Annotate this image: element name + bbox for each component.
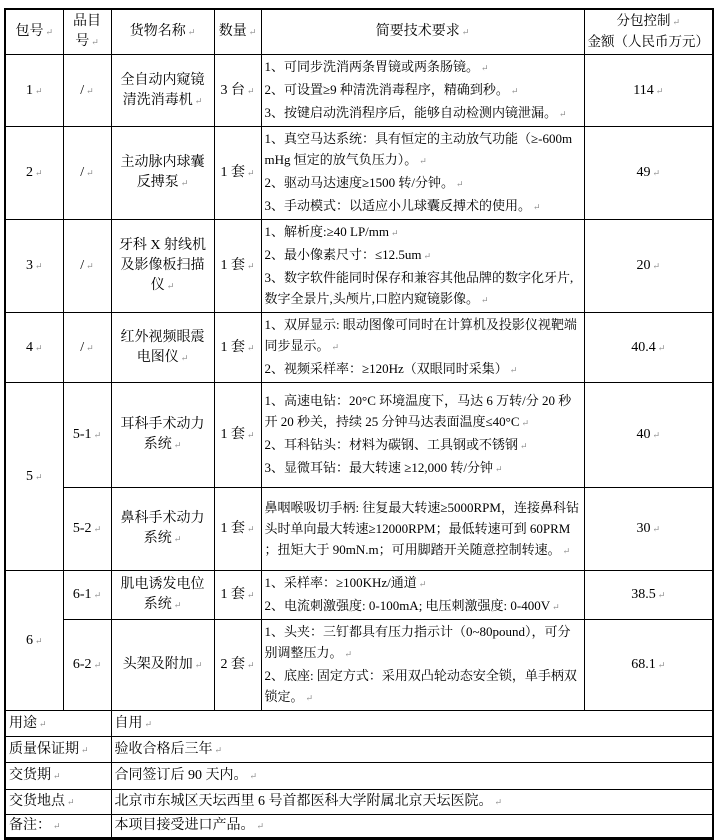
requirement-line: 2、底座: 固定方式：采用双凸轮动态安全锁，单手柄双锁定。 ↵: [265, 665, 581, 709]
requirements-cell: [261, 383, 584, 488]
item-no-cell: [63, 313, 111, 383]
quantity: 2 套 ↵: [220, 657, 254, 672]
footer-label: [5, 815, 111, 839]
header-quantity-label: 数量 ↵: [219, 24, 257, 39]
header-row: [5, 9, 713, 55]
requirement-line: 2、可设置≥9 种清洗消毒程序，精确到秒。 ↵: [265, 79, 581, 102]
package-no: 5 ↵: [26, 469, 43, 484]
header-tech-requirements: [261, 9, 584, 55]
goods-name-cell: [111, 488, 214, 571]
quantity: 3 台 ↵: [220, 83, 254, 98]
footer-label: [5, 737, 111, 763]
footer-value: [111, 737, 713, 763]
requirement-line: 2、驱动马达速度≥1500 转/分钟。 ↵: [265, 172, 581, 195]
quantity: 1 套 ↵: [220, 427, 254, 442]
goods-name: 全自动内窥镜清洗消毒机 ↵: [121, 73, 205, 108]
item-no-cell: [63, 127, 111, 220]
item-no: / ↵: [80, 340, 93, 355]
amount-cell: [584, 220, 713, 313]
table-row: [5, 620, 713, 711]
requirement-line: 1、头夹：三钉都具有压力指示计（0~80pound），可分别调整压力。 ↵: [265, 621, 581, 665]
footer-label-text: 用途 ↵: [9, 716, 47, 731]
item-no: / ↵: [80, 165, 93, 180]
table-row: [5, 488, 713, 571]
header-amount-line1: 分包控制 ↵: [588, 11, 710, 32]
header-amount-line2: 金额（人民币万元） ↵: [588, 32, 710, 53]
package-no-cell: [5, 383, 63, 571]
amount: 68.1 ↵: [631, 657, 665, 672]
goods-name: 头架及附加 ↵: [123, 657, 203, 672]
requirement-line: 2、电流刺激强度: 0-100mA; 电压刺激强度: 0-400V ↵: [265, 595, 581, 618]
quantity-cell: [214, 127, 261, 220]
goods-name-cell: [111, 571, 214, 620]
table-row: [5, 127, 713, 220]
requirement-line: 1、双屏显示: 眼动图像可同时在计算机及投影仪视靶端同步显示。 ↵: [265, 314, 581, 358]
item-no-cell: [63, 383, 111, 488]
amount: 40.4 ↵: [631, 340, 665, 355]
item-no-cell: [63, 620, 111, 711]
requirement-line: 1、真空马达系统：具有恒定的主动放气功能（≥-600mmHg 恒定的放气负压力）。 ↵: [265, 128, 581, 172]
requirements-cell: [261, 571, 584, 620]
requirements-cell: [261, 220, 584, 313]
quantity: 1 套 ↵: [220, 340, 254, 355]
header-package-no-label: 包号 ↵: [15, 24, 53, 39]
header-package-no: [5, 9, 63, 55]
item-no: 5-2 ↵: [73, 521, 101, 536]
footer-label: [5, 763, 111, 790]
goods-name-cell: [111, 55, 214, 127]
package-no-cell: [5, 220, 63, 313]
item-no-cell: [63, 55, 111, 127]
quantity-cell: [214, 220, 261, 313]
package-no-cell: [5, 313, 63, 383]
requirements-cell: [261, 127, 584, 220]
amount-cell: [584, 571, 713, 620]
footer-label: [5, 790, 111, 815]
goods-name-cell: [111, 127, 214, 220]
footer-value: [111, 815, 713, 839]
requirement-line: 鼻咽喉吸切手柄: 往复最大转速≥5000RPM，连接鼻科钻头时单向最大转速≥12000RPM；最低转速可到 60PRM ；扭矩大于 90mN.m；可用脚踏开关随意控制转速。 ↵: [265, 497, 581, 562]
requirement-line: 1、高速电钻：20°C 环境温度下，马达 6 万转/分 20 秒开 20 秒关，持续 25 分钟马达表面温度≤40°C ↵: [265, 390, 581, 434]
header-item-no: [63, 9, 111, 55]
goods-name: 鼻科手术动力系统 ↵: [121, 511, 205, 546]
amount: 40 ↵: [636, 427, 660, 442]
amount-cell: [584, 488, 713, 571]
package-no: 6 ↵: [26, 633, 43, 648]
requirement-line: 3、按键启动洗消程序后，能够自动检测内镜泄漏。 ↵: [265, 102, 581, 125]
package-no: 1 ↵: [26, 83, 43, 98]
footer-label: [5, 711, 111, 737]
item-no-cell: [63, 220, 111, 313]
header-amount: [584, 9, 713, 55]
requirements-cell: [261, 55, 584, 127]
goods-name: 肌电诱发电位系统 ↵: [121, 577, 205, 612]
footer-row-usage: [5, 711, 713, 737]
amount-cell: [584, 620, 713, 711]
requirement-line: 2、最小像素尺寸：≤12.5um ↵: [265, 244, 581, 267]
package-no-cell: [5, 571, 63, 711]
quantity-cell: [214, 571, 261, 620]
footer-row-delivery-time: [5, 763, 713, 790]
package-no: 2 ↵: [26, 165, 43, 180]
table-row: [5, 383, 713, 488]
quantity-cell: [214, 620, 261, 711]
header-item-no-label: 品目号 ↵: [73, 14, 101, 49]
item-no: 6-2 ↵: [73, 657, 101, 672]
header-goods-name-label: 货物名称 ↵: [130, 24, 196, 39]
quantity-cell: [214, 55, 261, 127]
package-no: 4 ↵: [26, 340, 43, 355]
table-row: [5, 571, 713, 620]
quantity: 1 套 ↵: [220, 258, 254, 273]
requirement-line: 2、视频采样率：≥120Hz（双眼同时采集） ↵: [265, 358, 581, 381]
amount: 20 ↵: [636, 258, 660, 273]
item-no: 6-1 ↵: [73, 587, 101, 602]
requirement-line: 1、采样率：≥100KHz/通道 ↵: [265, 572, 581, 595]
item-no: / ↵: [80, 258, 93, 273]
footer-label-text: 质量保证期 ↵: [9, 742, 89, 757]
footer-value: [111, 790, 713, 815]
footer-value-text: 北京市东城区天坛西里 6 号首都医科大学附属北京天坛医院。 ↵: [115, 794, 503, 809]
footer-value-text: 本项目接受进口产品。 ↵: [115, 818, 265, 833]
footer-row-remarks: [5, 815, 713, 839]
goods-name-cell: [111, 620, 214, 711]
footer-label-text: 交货地点 ↵: [9, 794, 75, 809]
footer-label-text: 交货期 ↵: [9, 768, 61, 783]
goods-name: 主动脉内球囊反搏泵 ↵: [121, 155, 205, 190]
package-no-cell: [5, 55, 63, 127]
requirements-cell: [261, 488, 584, 571]
requirement-line: 1、解析度:≥40 LP/mm ↵: [265, 221, 581, 244]
goods-name: 耳科手术动力系统 ↵: [121, 417, 205, 452]
amount-cell: [584, 55, 713, 127]
quantity-cell: [214, 313, 261, 383]
quantity-cell: [214, 488, 261, 571]
requirement-line: 3、手动模式：以适应小儿球囊反搏术的使用。 ↵: [265, 195, 581, 218]
table-row: [5, 55, 713, 127]
footer-value: [111, 763, 713, 790]
requirement-line: 2、耳科钻头：材料为碳钢、工具钢或不锈钢 ↵: [265, 434, 581, 457]
procurement-table: [4, 8, 714, 840]
requirement-line: 3、数字软件能同时保存和兼容其他品牌的数字化牙片,数字全景片,头颅片,口腔内窥镜影像。 ↵: [265, 267, 581, 311]
amount: 38.5 ↵: [631, 587, 665, 602]
requirement-line: 3、显微耳钻：最大转速 ≥12,000 转/分钟 ↵: [265, 457, 581, 480]
amount: 114 ↵: [633, 83, 663, 98]
quantity: 1 套 ↵: [220, 165, 254, 180]
table-row: [5, 220, 713, 313]
footer-label-text: 备注： ↵: [9, 818, 61, 833]
amount: 30 ↵: [636, 521, 660, 536]
quantity: 1 套 ↵: [220, 521, 254, 536]
header-tech-requirements-label: 简要技术要求 ↵: [376, 24, 470, 39]
package-no-cell: [5, 127, 63, 220]
footer-row-warranty: [5, 737, 713, 763]
goods-name-cell: [111, 313, 214, 383]
requirement-line: 1、可同步洗消两条胃镜或两条肠镜。 ↵: [265, 56, 581, 79]
quantity: 1 套 ↵: [220, 587, 254, 602]
amount: 49 ↵: [636, 165, 660, 180]
item-no: 5-1 ↵: [73, 427, 101, 442]
quantity-cell: [214, 383, 261, 488]
footer-value-text: 合同签订后 90 天内。 ↵: [115, 768, 258, 783]
amount-cell: [584, 313, 713, 383]
item-no: / ↵: [80, 83, 93, 98]
amount-cell: [584, 127, 713, 220]
requirements-cell: [261, 620, 584, 711]
amount-cell: [584, 383, 713, 488]
goods-name: 红外视频眼震电图仪 ↵: [121, 330, 205, 365]
goods-name: 牙科 X 射线机及影像板扫描仪 ↵: [119, 238, 206, 293]
item-no-cell: [63, 488, 111, 571]
requirements-cell: [261, 313, 584, 383]
goods-name-cell: [111, 383, 214, 488]
item-no-cell: [63, 571, 111, 620]
footer-value-text: 自用 ↵: [115, 716, 153, 731]
goods-name-cell: [111, 220, 214, 313]
package-no: 3 ↵: [26, 258, 43, 273]
header-quantity: [214, 9, 261, 55]
header-goods-name: [111, 9, 214, 55]
table-row: [5, 313, 713, 383]
footer-value: [111, 711, 713, 737]
footer-row-delivery-place: [5, 790, 713, 815]
footer-value-text: 验收合格后三年 ↵: [115, 742, 223, 757]
